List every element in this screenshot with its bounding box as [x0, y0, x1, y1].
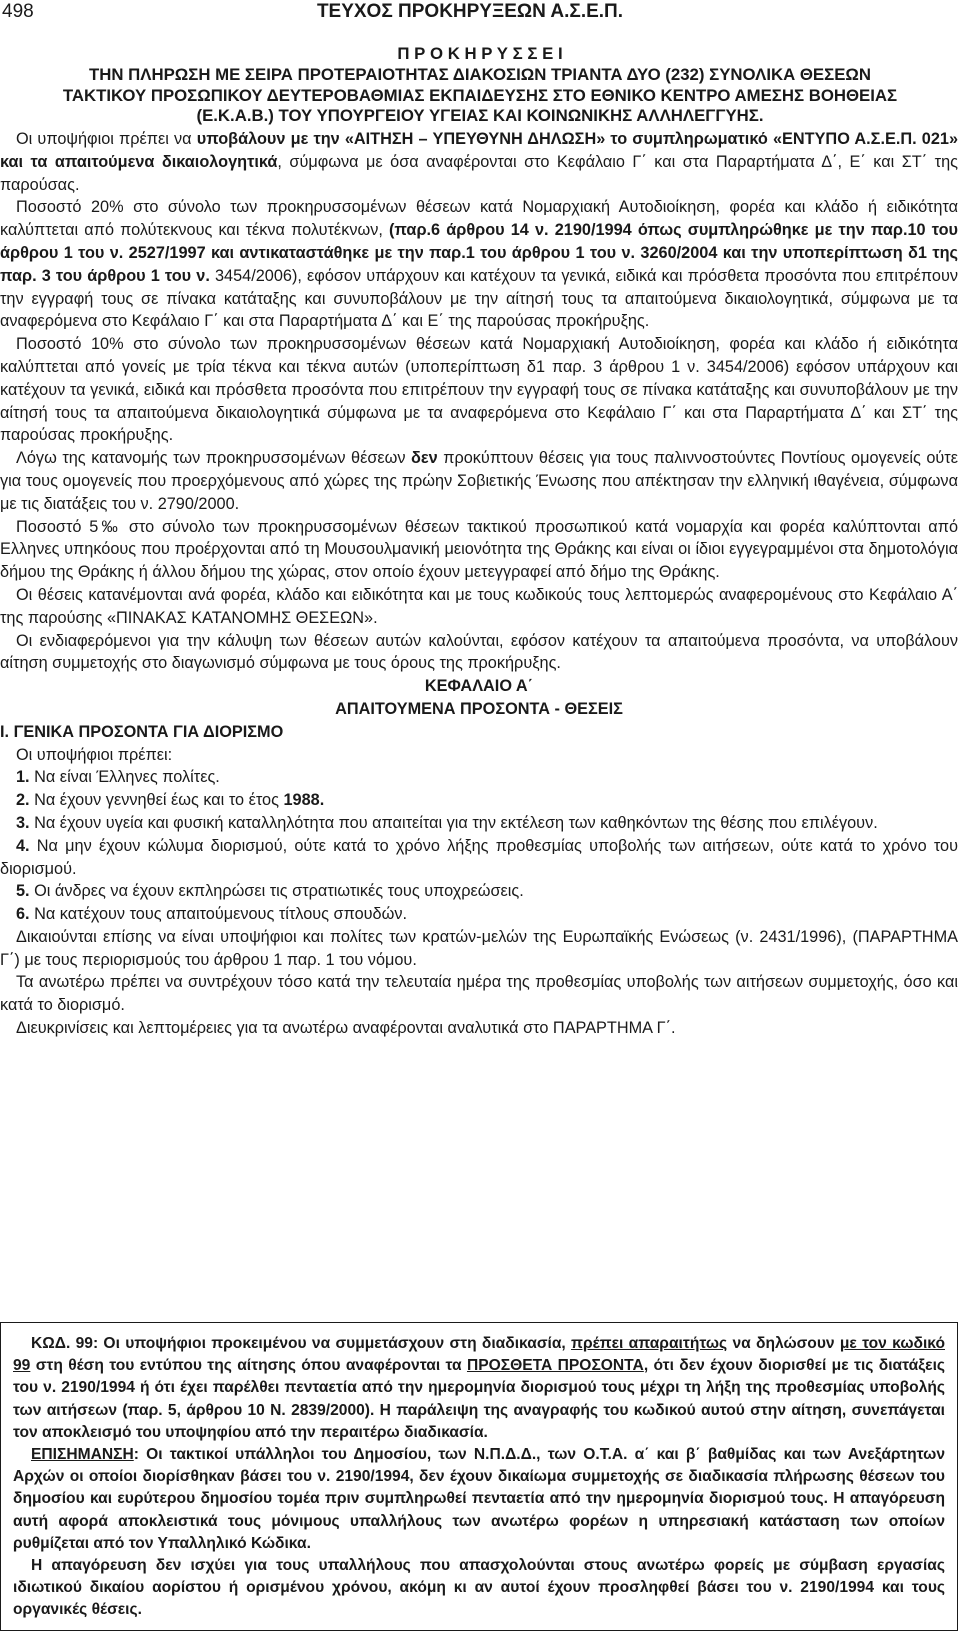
qualification-text: Οι άνδρες να έχουν εκπληρώσει τις στρατιωτικές τους υποχρεώσεις. — [29, 882, 524, 901]
running-header — [0, 0, 940, 24]
qualification-number: 1. — [16, 768, 30, 787]
remark-label: ΕΠΙΣΗΜΑΝΣΗ — [31, 1446, 134, 1464]
notice-exception: Η απαγόρευση δεν ισχύει για τους υπαλλήλους που απασχολούνται στους ανωτέρω φορείς με σύμβαση εργασίας ιδιωτικού δικαίου αορίστου ή ορισμένου χρόνου, ακόμη κι αν αυτοί έχουν προσληφθεί βάσει του ν. 2190/1994 και τους οργανικές θέσεις. — [13, 1557, 945, 1619]
section-heading: Ι. ΓΕΝΙΚΑ ΠΡΟΣΟΝΤΑ ΓΙΑ ΔΙΟΡΙΣΜΟ — [0, 722, 284, 741]
notice-underlined: ΠΡΟΣΘΕΤΑ ΠΡΟΣΟΝΤΑ — [466, 1357, 644, 1375]
quota-20-text-tail: 3454/2006), εφόσον υπάρχουν και κατέχουν τα γενικά, ειδικά και πρόσθετα προσόντα που επιτρέπουν την εγγραφή τους σε πίνακα κατάταξης και συνυποβάλουν με την αίτησή τους τα απαιτούμενα δικαιολογητικά, σύμφωνα με τα αναφερόμενα στο Κεφάλαιο Γ΄ και στα Παραρτήματα Δ΄ και Ε΄ της παρούσας προκήρυξης. — [0, 266, 958, 331]
journal-title: ΤΕΥΧΟΣ ΠΡΟΚΗΡΥΞΕΩΝ Α.Σ.Ε.Π. — [316, 1, 624, 22]
announcement-line-3: ΤΑΚΤΙΚΟΥ ΠΡΟΣΩΠΙΚΟΥ ΔΕΥΤΕΡΟΒΑΘΜΙΑΣ ΕΚΠΑΙΔΕΥΣΗΣ ΣΤΟ ΕΘΝΙΚΟ ΚΕΝΤΡΟ ΑΜΕΣΗΣ ΒΟΗΘΕΙΑΣ — [62, 85, 898, 105]
repatriates-text-tail: προκύπτουν θέσεις για τους παλιννοστούντες Ποντίους ομογενείς ούτε για τους ομογενείς που προερχόμενους από χώρες της πρώην Σοβιετικής Ένωσης που απέκτησαν την ελληνική ιθαγένεια, σύμφωνα με τις διατάξεις του ν. 2790/2000. — [0, 449, 958, 513]
code-99-notice-box — [0, 1322, 958, 1631]
announcement-line-2: ΤΗΝ ΠΛΗΡΩΣΗ ΜΕ ΣΕΙΡΑ ΠΡΟΤΕΡΑΙΟΤΗΤΑΣ ΔΙΑΚΟΣΙΩΝ ΤΡΙΑΝΤΑ ΔΥΟ (232) ΣΥΝΟΛΙΚΑ ΘΕΣΕΩΝ — [89, 64, 871, 84]
qualification-number: 4. — [16, 836, 30, 855]
qualification-text: Να κατέχουν τους απαιτούμενους τίτλους σπουδών. — [29, 905, 407, 924]
repatriates-paragraph — [0, 447, 958, 515]
quota-20-paragraph — [0, 196, 958, 333]
intro-text: Οι υποψήφιοι πρέπει να — [16, 130, 197, 148]
quota-20-text: Ποσοστό 20% στο σύνολο των προκηρυσσομένων θέσεων κατά Νομαρχιακή Αυτοδιοίκηση, φορέα και κλάδο ή ειδικότητα καλύπτεται από πολύτεκνους και τέκνα πολυτέκνων, — [0, 198, 958, 240]
remark-text: : Οι τακτικοί υπάλληλοι του Δημοσίου, των Ν.Π.Δ.Δ., των Ο.Τ.Α. α΄ και β΄ βαθμίδας και των Ανεξάρτητων Αρχών οι οποίοι διορίσθηκαν βάσει του ν. 2190/1994, δεν έχουν δικαίωμα συμμετοχής σε διαδικασία πλήρωσης θέσεων του δημοσίου και ευρύτερου δημοσίου τομέα πριν συμπληρωθεί πενταετία από την ημερομηνία διορισμού τους. Η απαγόρευση αυτή αφορά αποκλειστικά τους μόνιμους υπαλλήλους των ανωτέρω φορέων η υπηρεσιακή κατάσταση των οποίων ρυθμίζεται από τον Υπαλληλικό Κώδικα. — [13, 1446, 945, 1552]
body-text — [0, 128, 958, 1040]
announcement-line-1: Π Ρ Ο Κ Η Ρ Υ Σ Σ Ε Ι — [397, 44, 563, 63]
announcement-line-4: (Ε.Κ.Α.Β.) ΤΟΥ ΥΠΟΥΡΓΕΙΟΥ ΥΓΕΙΑΣ ΚΑΙ ΚΟΙΝΩΝΙΚΗΣ ΑΛΛΗΛΕΓΓΥΗΣ. — [196, 106, 764, 126]
qualification-number: 3. — [16, 813, 30, 832]
section-lead: Οι υποψήφιοι πρέπει: — [16, 745, 173, 764]
notice-text: ΚΩΔ. 99: Οι υποψήφιοι προκειμένου να συμμετάσχουν στη διαδικασία, — [31, 1335, 572, 1352]
interested-paragraph: Οι ενδιαφερόμενοι για την κάλυψη των θέσεων αυτών καλούνται, εφόσον κατέχουν τα απαιτούμενα προσόντα, να υποβάλουν αίτηση συμμετοχής στο διαγωνισμό σύμφωνα με τους όρους της προκήρυξης. — [0, 631, 958, 673]
repatriates-text: Λόγω της κατανομής των προκηρυσσομένων θέσεων — [16, 449, 412, 468]
intro-bold: υποβάλουν με την «ΑΙΤΗΣΗ – ΥΠΕΥΘΥΝΗ ΔΗΛΩΣΗ» το συμπληρωματικό «ΕΝΤΥΠΟ Α.Σ.Ε.Π. 021» και τα απαιτούμενα δικαιολογητικά — [0, 130, 958, 171]
qualification-item — [0, 903, 958, 926]
birth-year: 1988. — [283, 791, 325, 810]
deadline-paragraph: Τα ανωτέρω πρέπει να συντρέχουν τόσο κατά την τελευταία ημέρα της προθεσμίας υποβολής των αιτήσεων συμμετοχής, όσο και κατά το διορισμό. — [0, 973, 958, 1015]
notice-underlined: με τον κωδικό 99 — [13, 1335, 945, 1375]
qualification-number: 6. — [16, 905, 30, 924]
qualification-item — [0, 812, 958, 835]
clarifications-paragraph: Διευκρινίσεις και λεπτομέρειες για τα ανωτέρω αναφέρονται αναλυτικά στο ΠΑΡΑΡΤΗΜΑ Γ΄. — [16, 1019, 676, 1038]
notice-code-99 — [13, 1333, 945, 1444]
announcement-heading — [0, 44, 960, 127]
qualification-text: Να έχουν γεννηθεί έως και το έτος — [29, 791, 284, 810]
notice-text: να δηλώσουν — [727, 1335, 840, 1352]
qualification-item — [0, 835, 958, 881]
quota-10-paragraph: Ποσοστό 10% στο σύνολο των προκηρυσσομένων θέσεων κατά Νομαρχιακή Αυτοδιοίκηση, φορέα και κλάδο ή ειδικότητα καλύπτεται από γονείς με τρία τέκνα και τέκνα αυτών (υποπερίπτωση δ1 παρ. 3 άρθρου 1 ν. 3454/2006) εφόσον υπάρχουν και κατέχουν τα γενικά, ειδικά και πρόσθετα προσόντα που επιτρέπουν την εγγραφή τους σε πίνακα κατάταξης και συνυποβάλουν με την αίτησή τους τα απαιτούμενα δικαιολογητικά σύμφωνα με τα αναφερόμενα στο Κεφάλαιο Γ΄ και στα Παραρτήματα Δ΄ και ΣΤ΄ της παρούσας προκήρυξης. — [0, 335, 958, 445]
intro-text-tail: , σύμφωνα με όσα αναφέρονται στο Κεφάλαιο Γ΄ και στα Παραρτήματα Δ΄, Ε΄ και ΣΤ΄ της παρούσας. — [0, 152, 958, 194]
qualification-text: Να έχουν υγεία και φυσική καταλληλότητα που απαιτείται για την εκτέλεση των καθηκόντων της θέσης που επιλέγουν. — [29, 813, 878, 832]
quota-20-law-reference: (παρ.6 άρθρου 14 ν. 2190/1994 όπως συμπληρώθηκε με την παρ.10 του άρθρου 1 του ν. 2527/1997 και αντικαταστάθηκε με την παρ.1 του άρθρου 1 του ν. 3260/2004 και την υποπερίπτωση δ1 της παρ. 3 του άρθρου 1 του ν. — [0, 221, 958, 285]
qualification-item — [0, 766, 958, 789]
page-number: 498 — [2, 1, 34, 22]
minority-quota-paragraph: Ποσοστό 5‰ στο σύνολο των προκηρυσσομένων θέσεων τακτικού προσωπικού κατά νομαρχία και φορέα καλύπτονται από Ελληνες υπηκόους που προέρχονται από τη Μουσουλμανική μειονότητα της Θράκης και είναι οι ίδιοι εγγεγραμμένοι στα δημοτολόγια δήμου της Θράκης ή άλλου δήμου της χώρας, στον οποίο έχουν μετεγγραφεί από δήμο της Θράκης. — [0, 517, 958, 582]
notice-underlined: πρέπει απαραιτήτως — [571, 1335, 728, 1352]
notice-remark — [13, 1444, 945, 1555]
qualification-item — [0, 880, 958, 903]
notice-text: στη θέση του εντύπου της αίτησης όπου αναφέρονται τα — [30, 1357, 467, 1375]
notice-text: , ότι δεν έχουν διορισθεί με τις διατάξεις του ν. 2190/1994 ή ότι έχει παρέλθει πενταετία από την ημερομηνία διορισμού τους μέχρι τη λήξη της προθεσμίας υποβολής των αιτήσεων (παρ. 5, άρθρου 10 Ν. 2839/2000). Η παράλειψη της αναγραφής του κωδικού αυτού στην αίτηση, συνεπάγεται τον αποκλεισμό του υποψηφίου από την περαιτέρω διαδικασία. — [13, 1357, 946, 1441]
intro-paragraph — [0, 128, 958, 196]
distribution-paragraph: Οι θέσεις κατανέμονται ανά φορέα, κλάδο και ειδικότητα και με τους κωδικούς τους λεπτομερώς αναφερομένους στο Κεφάλαιο Α΄ της παρούσης «ΠΙΝΑΚΑΣ ΚΑΤΑΝΟΜΗΣ ΘΕΣΕΩΝ». — [0, 585, 958, 627]
qualification-number: 5. — [16, 882, 30, 901]
repatriates-bold: δεν — [411, 449, 438, 468]
chapter-subtitle: ΑΠΑΙΤΟΥΜΕΝΑ ΠΡΟΣΟΝΤΑ - ΘΕΣΕΙΣ — [335, 699, 623, 718]
eu-citizens-paragraph: Δικαιούνται επίσης να είναι υποψήφιοι και πολίτες των κρατών-μελών της Ευρωπαϊκής Ενώσεως (ν. 2431/1996), (ΠΑΡΑΡΤΗΜΑ Γ΄) με τους περιορισμούς του άρθρου 1 παρ. 1 του νόμου. — [0, 927, 958, 969]
qualification-item — [0, 789, 958, 812]
qualification-number: 2. — [16, 791, 30, 810]
qualification-text: Να μην έχουν κώλυμα διορισμού, ούτε κατά το χρόνο λήξης προθεσμίας υποβολής των αιτήσεων, ούτε κατά το χρόνο του διορισμού. — [0, 836, 958, 878]
chapter-title: ΚΕΦΑΛΑΙΟ Α΄ — [424, 677, 534, 696]
qualification-text: Να είναι Έλληνες πολίτες. — [29, 768, 220, 787]
